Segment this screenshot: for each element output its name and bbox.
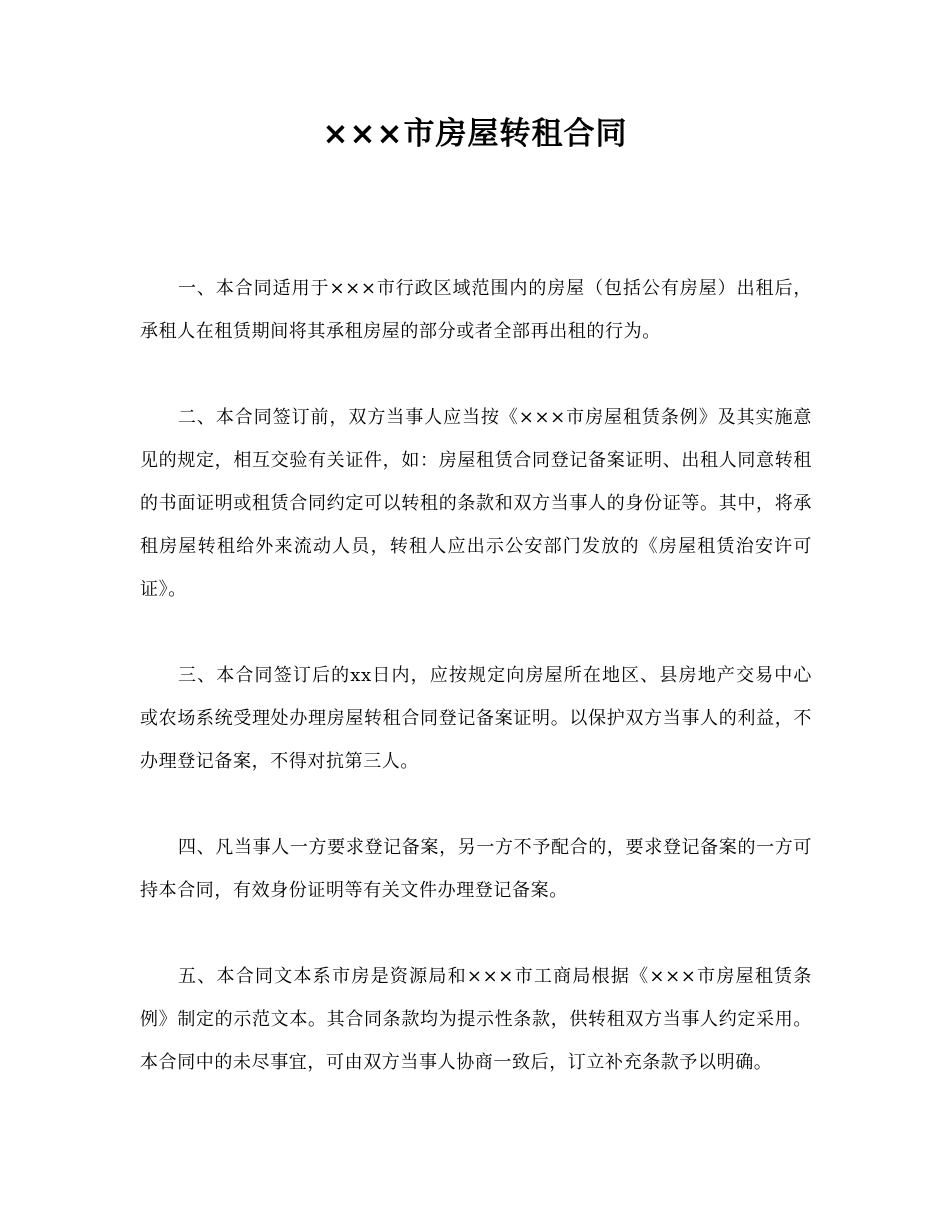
paragraph-1: 一、本合同适用于×××市行政区域范围内的房屋（包括公有房屋）出租后，承租人在租赁期间将其承租房屋的部分或者全部再出租的行为。 bbox=[140, 278, 812, 342]
document-body bbox=[140, 267, 812, 1127]
paragraph-4: 四、凡当事人一方要求登记备案，另一方不予配合的，要求登记备案的一方可持本合同，有效身份证明等有关文件办理登记备案。 bbox=[140, 837, 812, 901]
paragraph-3: 三、本合同签订后的xx日内，应按规定向房屋所在地区、县房地产交易中心或农场系统受理处办理房屋转租合同登记备案证明。以保护双方当事人的利益，不办理登记备案，不得对抗第三人。 bbox=[140, 665, 812, 772]
document-title: ×××市房屋转租合同 bbox=[322, 116, 628, 152]
paragraph-2: 二、本合同签订前，双方当事人应当按《×××市房屋租赁条例》及其实施意见的规定，相互交验有关证件，如：房屋租赁合同登记备案证明、出租人同意转租的书面证明或租赁合同约定可以转租的条款和双方当事人的身份证等。其中，将承租房屋转租给外来流动人员，转租人应出示公安部门发放的《房屋租赁治安许可证》。 bbox=[140, 407, 812, 600]
paragraph-5: 五、本合同文本系市房是资源局和×××市工商局根据《×××市房屋租赁条例》制定的示范文本。其合同条款均为提示性条款，供转租双方当事人约定采用。本合同中的未尽事宜，可由双方当事人协商一致后，订立补充条款予以明确。 bbox=[140, 966, 812, 1073]
